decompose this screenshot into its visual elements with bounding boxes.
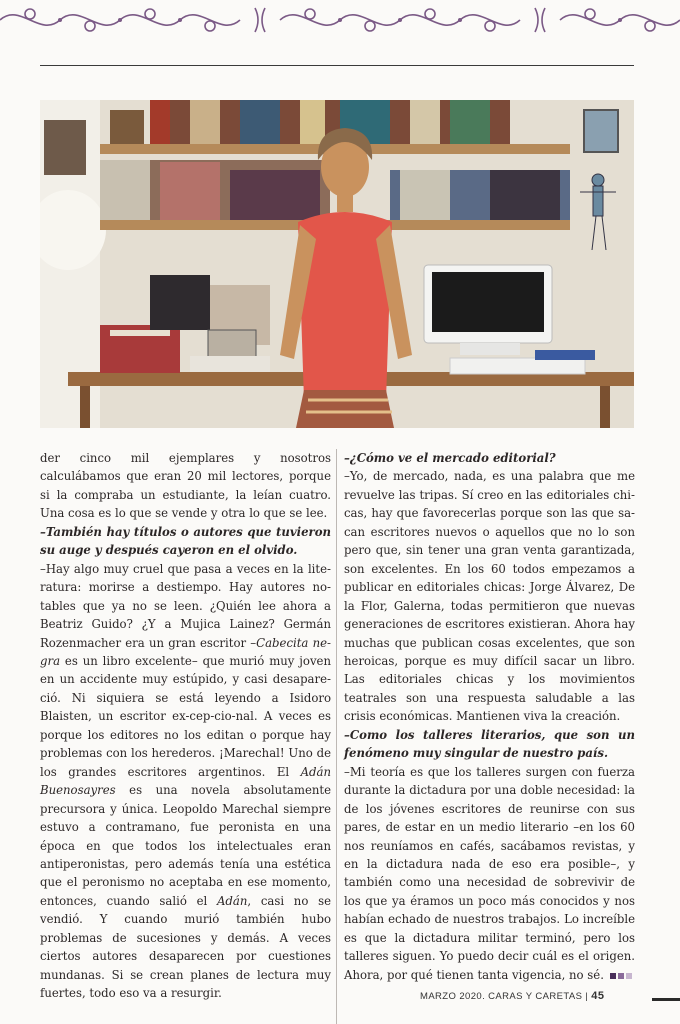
floral-ornament-header [0, 0, 680, 42]
article-column-right [344, 449, 635, 985]
book-title-adan: Adán [216, 893, 248, 908]
interview-question-authors-forgotten: –También hay títulos o autores que tuvieron su auge y después cayeron en el olvido. [40, 524, 331, 558]
book-title-cabecita-negra: Cabecita negra [40, 635, 331, 668]
interview-question-workshops: –Como los talleres literarios, que son un fenómeno muy singular de nuestro país. [344, 727, 635, 761]
answer-paragraph-authors: –Hay algo muy cruel que pasa a veces en la literatura: morirse a destiempo. Hay autores notables que ya no se leen. ¿Quién lee ahora a Beatriz Guido? ¿Y a Mujica Lainez? Germán Rozenmacher era un gran escritor –Cabecita negra es un libro excelente– que murió muy joven en un accidente muy estúpido, y casi desapareció. Ni siquiera se está leyendo a Isidoro Blaisten, un escritor ex-cep-cio-nal. A veces es porque los editores no los editan o porque hay problemas con los herederos. ¡Marechal! Uno de los grandes escritores argentinos. El Adán Buenosayres es una novela absolutamente precursora y única. Leopoldo Marechal siempre estuvo a contramano, fue peronista en una época en que todos los intelectuales eran antiperonistas, pero además tenía una estética que el peronismo no aceptaba en ese momento, entonces, cuando salió el Adán, casi no se vendió. Y cuando murió también hubo problemas de sucesiones y demás. A veces ciertos autores desaparecen por cuestiones mundanas. Si se crean planes de lectura muy fuertes, todo eso va a resurgir. [40, 561, 331, 1001]
footer-bar [652, 998, 680, 1001]
portrait-photo [40, 100, 634, 428]
column-divider [336, 449, 337, 1024]
book-title-adan-buenosayres: Adán Buenosayres [40, 764, 331, 798]
paragraph-continuation: der cinco mil ejemplares y nosotros calculábamos que eran 20 mil lectores, porque si la compraba un estudiante, la leían cuatro. Una cosa es lo que se vende y otra lo que se lee. [40, 451, 331, 521]
footer-separator: | [585, 991, 589, 1002]
answer-paragraph-workshops: –Mi teoría es que los talleres surgen con fuerza durante la dictadura por una doble necesidad: la de los jóvenes escritores de reunirse con sus pares, de estar en un medio literario –en los 60 nos reuníamos en cafés, sacábamos revistas, y en la dictadura nada de eso era posible–, y también como una necesidad de sobrevivir de los que ya éramos un poco más conocidos y nos habían echado de nuestros trabajos. Lo increíble es que la dictadura militar terminó, pero los talleres siguen. Yo puedo decir cuál es el origen. Ahora, por qué tienen tanta vigencia, no sé. [344, 763, 635, 985]
interview-question-market: –¿Cómo ve el mercado editorial? [344, 451, 556, 465]
article-column-left [40, 449, 331, 1003]
page-number: 45 [591, 990, 605, 1002]
end-of-article-marks [610, 966, 634, 984]
page-footer [420, 990, 604, 1002]
header-rule [40, 65, 634, 66]
issue-label: MARZO 2020. CARAS Y CARETAS [420, 991, 583, 1002]
answer-paragraph-market: –Yo, de mercado, nada, es una palabra que me revuelve las tripas. Sí creo en las editoriales chicas, hay que favorecerlas porque son las que sacan escritores nuevos o aquellos que no lo son pero que, sin tener una gran venta garantizada, son excelentes. En los 60 todos empezamos a publicar en editoriales chicas: Jorge Álvarez, De la Flor, Galerna, todas permitieron que nuevas generaciones de escritores existieran. Ahora hay muchas que publican cosas excelentes, que son heroicas, porque es muy difícil sacar un libro. Las editoriales chicas y los movimientos teatrales son una respuesta saludable a las crisis económicas. Mantienen viva la creación. [344, 469, 635, 724]
